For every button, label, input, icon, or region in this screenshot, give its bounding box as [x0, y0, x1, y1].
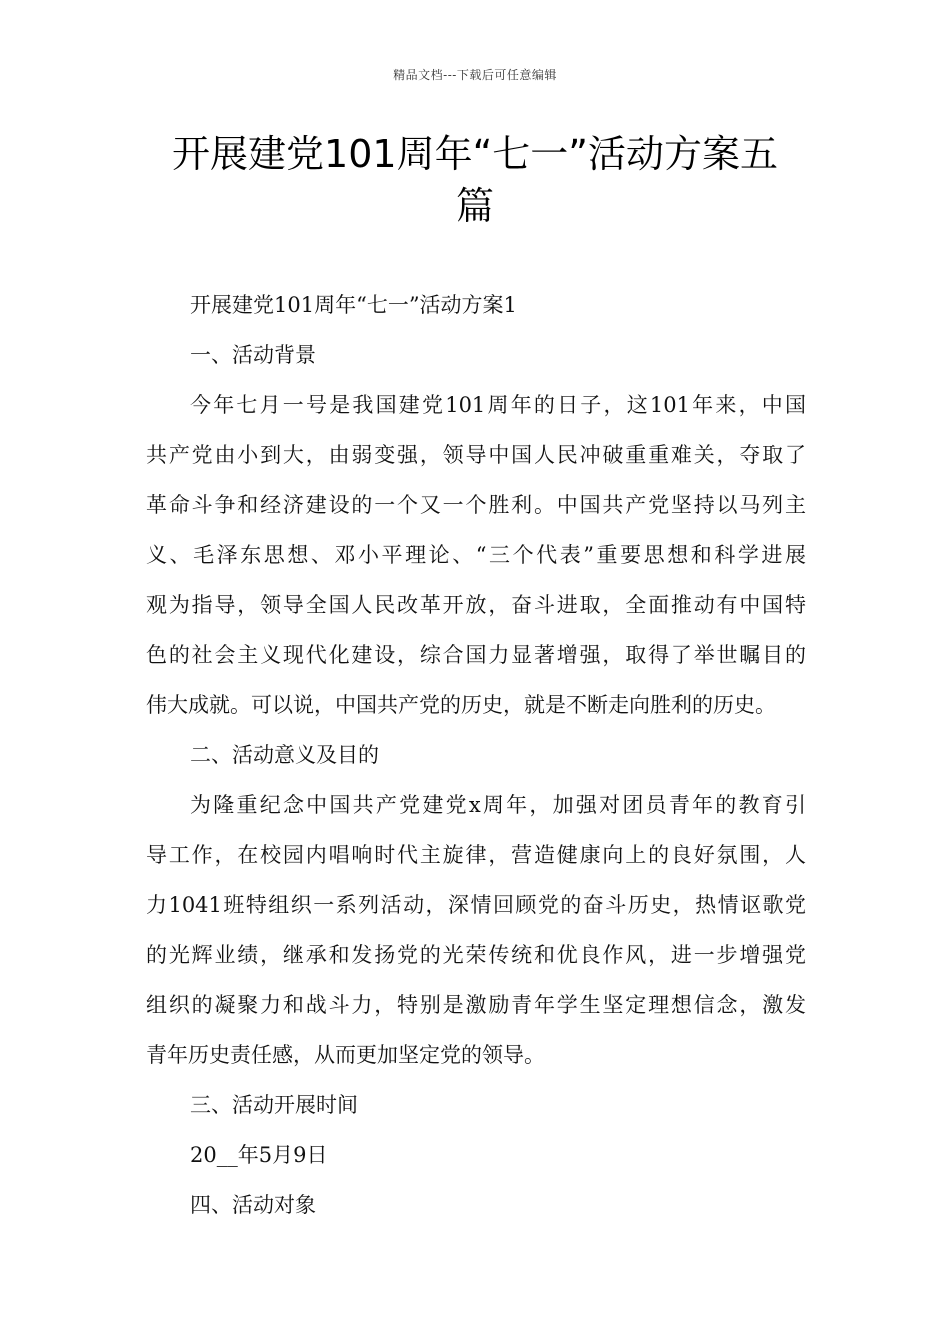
document-body	[146, 280, 806, 1230]
paragraph-line: 伟大成就。可以说，中国共产党的历史，就是不断走向胜利的历史。	[146, 693, 776, 717]
document-title	[120, 128, 830, 232]
section-subtitle: 开展建党101周年“七一”活动方案1	[190, 293, 517, 317]
paragraph-line: 今年七月一号是我国建党101周年的日子，这101年来，中国	[190, 393, 806, 417]
heading-activity-background: 一、活动背景	[190, 343, 316, 367]
document-title-line-1: 开展建党101周年“七一”活动方案五	[172, 132, 778, 176]
paragraph-line: 导工作，在校园内唱响时代主旋律，营造健康向上的良好氛围，人	[146, 843, 806, 867]
paragraph-line: 观为指导，领导全国人民改革开放，奋斗进取，全面推动有中国特	[146, 593, 806, 617]
document-title-line-2: 篇	[455, 184, 494, 228]
paragraph-line: 义、毛泽东思想、邓小平理论、“三个代表”重要思想和科学进展	[146, 543, 806, 567]
paragraph-line: 为隆重纪念中国共产党建党x周年，加强对团员青年的教育引	[190, 793, 806, 817]
paragraph-line: 革命斗争和经济建设的一个又一个胜利。中国共产党坚持以马列主	[146, 493, 806, 517]
paragraph-line: 力1041班特组织一系列活动，深情回顾党的奋斗历史，热情讴歌党	[146, 893, 806, 917]
paragraph-line: 的光辉业绩，继承和发扬党的光荣传统和优良作风，进一步增强党	[146, 943, 806, 967]
heading-activity-time: 三、活动开展时间	[190, 1093, 358, 1117]
paragraph-line: 共产党由小到大，由弱变强，领导中国人民冲破重重难关，夺取了	[146, 443, 806, 467]
paragraph-line: 色的社会主义现代化建设，综合国力显著增强，取得了举世瞩目的	[146, 643, 806, 667]
paragraph-line: 青年历史责任感，从而更加坚定党的领导。	[146, 1043, 545, 1067]
paragraph-line: 组织的凝聚力和战斗力，特别是激励青年学生坚定理想信念，激发	[146, 993, 806, 1017]
activity-date: 20__年5月9日	[190, 1143, 328, 1167]
heading-significance-purpose: 二、活动意义及目的	[190, 743, 379, 767]
heading-activity-target: 四、活动对象	[190, 1193, 316, 1217]
header-note: 精品文档---下载后可任意编辑	[393, 68, 557, 82]
